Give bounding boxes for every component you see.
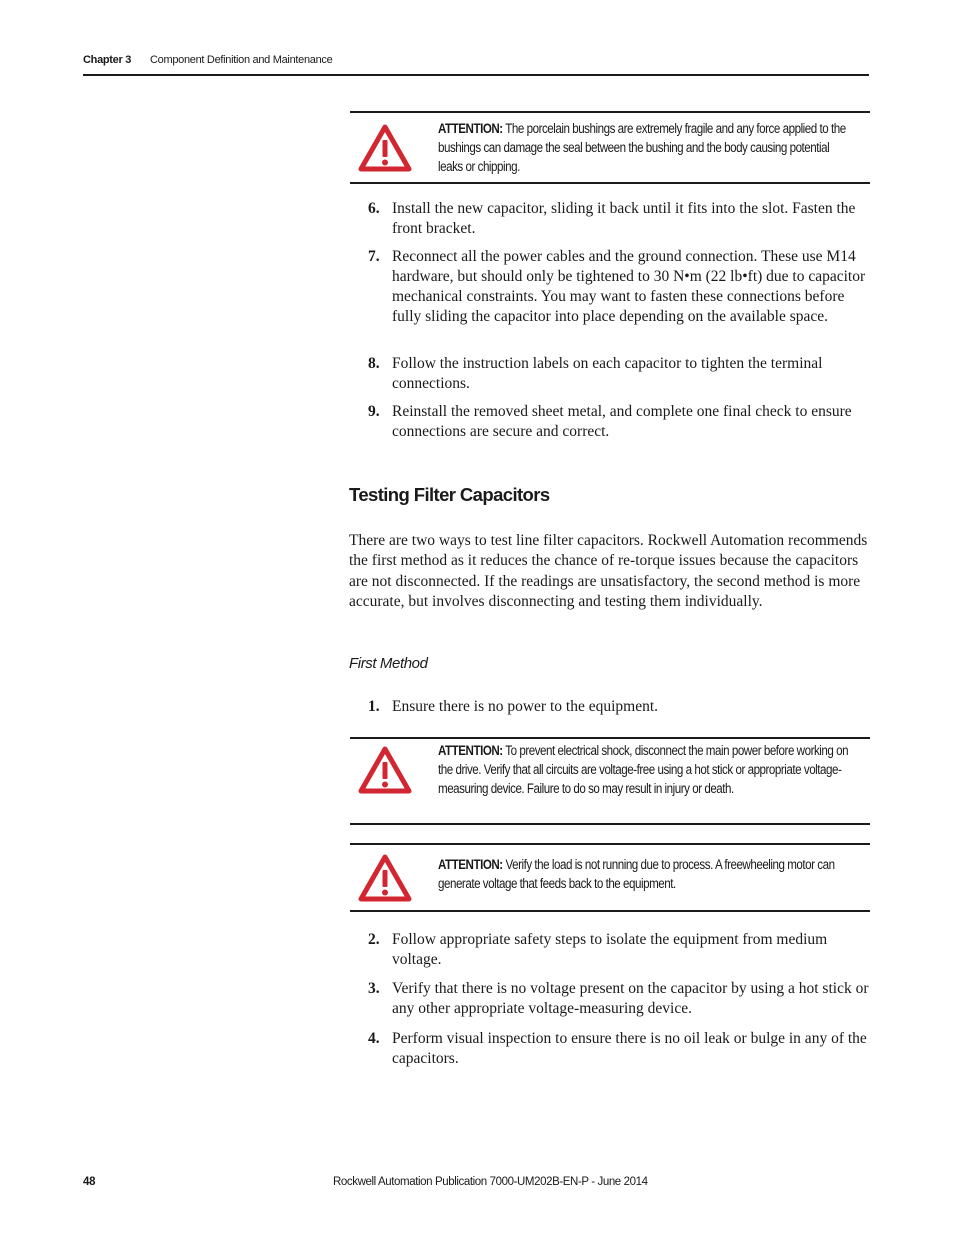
header-chapter: Chapter 3 <box>83 54 132 66</box>
step-text: Ensure there is no power to the equipment. <box>392 698 659 715</box>
section-intro: There are two ways to test line filter capacitors. Rockwell Automation recommends the first method as it reduces the chance of re-torque issues because the capacitors are not disconnected. If the readings are unsatisfactory, the second method is more accurate, but involves disconnecting and testing them individually. <box>349 532 868 610</box>
warning-triangle-icon <box>358 854 412 902</box>
attention-label: ATTENTION: <box>438 857 503 872</box>
subheading: First Method <box>349 655 428 672</box>
header-rule <box>83 74 869 76</box>
step-number: 1. <box>368 698 380 715</box>
step-text: Reconnect all the power cables and the ground connection. These use M14 hardware, but should only be tightened to 30 N•m (22 lb•ft) due to capacitor mechanical constraints. You may want to fasten these connections before fully sliding the capacitor into place depending on the available space. <box>392 248 866 325</box>
step-text: Perform visual inspection to ensure there is no oil leak or bulge in any of the capacitors. <box>392 1030 867 1067</box>
attention-box <box>350 737 870 825</box>
footer-publication: Rockwell Automation Publication 7000-UM202B-EN-P - June 2014 <box>333 1176 648 1188</box>
attention-text <box>438 119 856 176</box>
step-text: Follow the instruction labels on each capacitor to tighten the terminal connections. <box>392 355 823 392</box>
step-text: Install the new capacitor, sliding it back until it fits into the slot. Fasten the front bracket. <box>392 200 856 237</box>
attention-body: To prevent electrical shock, disconnect the main power before working on the drive. Verify that all circuits are voltage-free using a hot stick or appropriate voltage-measuring device. Failure to do so may result in injury or death. <box>438 743 849 796</box>
attention-body: The porcelain bushings are extremely fragile and any force applied to the bushings can damage the seal between the bushing and the body causing potential leaks or chipping. <box>438 121 846 174</box>
attention-label: ATTENTION: <box>438 121 503 136</box>
step-number: 2. <box>368 931 380 948</box>
attention-box <box>350 843 870 912</box>
step-number: 9. <box>368 403 380 420</box>
step-number: 4. <box>368 1030 380 1047</box>
section-heading: Testing Filter Capacitors <box>349 484 550 505</box>
step-text: Reinstall the removed sheet metal, and complete one final check to ensure connections are secure and correct. <box>392 403 852 440</box>
attention-text <box>438 741 856 798</box>
step-number: 8. <box>368 355 380 372</box>
step-number: 7. <box>368 248 380 265</box>
warning-triangle-icon <box>358 124 412 172</box>
page-number: 48 <box>83 1176 96 1188</box>
header-title: Component Definition and Maintenance <box>150 54 333 66</box>
attention-box <box>350 111 870 184</box>
step-text: Verify that there is no voltage present on the capacitor by using a hot stick or any other appropriate voltage-measuring device. <box>392 980 869 1017</box>
attention-body: Verify the load is not running due to process. A freewheeling motor can generate voltage that feeds back to the equipment. <box>438 857 835 891</box>
attention-text <box>438 855 856 893</box>
step-number: 3. <box>368 980 380 997</box>
attention-label: ATTENTION: <box>438 743 503 758</box>
step-text: Follow appropriate safety steps to isolate the equipment from medium voltage. <box>392 931 828 968</box>
step-number: 6. <box>368 200 380 217</box>
warning-triangle-icon <box>358 746 412 794</box>
